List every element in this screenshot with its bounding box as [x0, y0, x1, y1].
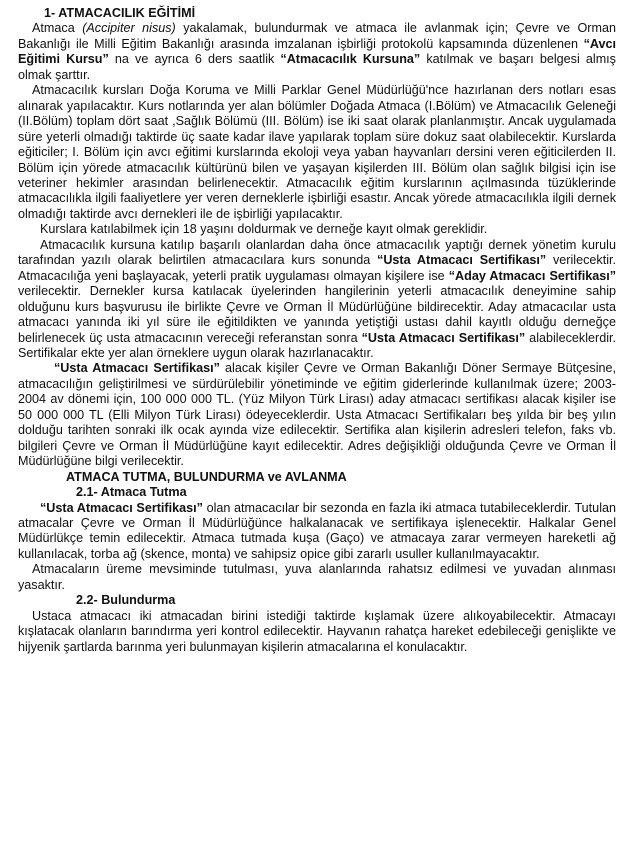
emphasis: “Usta Atmacacı Sertifikası” — [54, 361, 220, 376]
emphasis: “Aday Atmacacı Sertifikası” — [448, 268, 617, 283]
text: olan atmacacılar bir sezonda en fazla iki atmaca tutabileceklerdir. Tutulan atmacalar Çevre ve Orman İl Müdürlüğünce halkalanacak ve sertifikaya işlenecektir. Halkalar Genel Müdürlükçe temin edilecektir. Atmaca tutmada kuşa (Gaço) ve atmacaya zarar vermeyen hareketli ağ kullanılacak, torba ağ (skence, monta) ve sahipsiz opice gibi zararlı usuller kullanılmayacaktır. — [18, 500, 616, 561]
text: Atmaca — [32, 21, 83, 36]
emphasis: “Usta Atmacacı Sertifikası” — [361, 330, 526, 345]
subsection-2-1-paragraph-2: Atmacaların üreme mevsiminde tutulması, yuva alanlarında rahatsız edilmesi ve yuvadan alınması yasaktır. — [18, 562, 616, 592]
section-1-paragraph-3: Kurslara katılabilmek için 18 yaşını doldurmak ve derneğe kayıt olmak gereklidir. — [40, 222, 488, 237]
text: verilecektir. Atmacacılığa yeni başlayacak, yeterli pratik uygulaması olmayan kişilere ise — [18, 253, 616, 283]
subsection-2-1-title: 2.1- Atmaca Tutma — [76, 485, 187, 500]
emphasis: “Usta Atmacacı Sertifikası” — [377, 253, 547, 268]
section-1-paragraph-1 — [18, 21, 616, 83]
text: alabileceklerdir. Sertifikalar ekte yer alan örneklere uygun olarak hazırlanacaktır. — [18, 330, 616, 360]
text: katılmak ve başarı belgesi almış olmak şarttır. — [18, 52, 616, 82]
subsection-2-2-paragraph-1: Ustaca atmacacı iki atmacadan birini istediği taktirde kışlamak üzere alıkoyabilecektir. Atmacayı kışlatacak olanların barındırma yeri kontrol edilecektir. Hayvanın rahatça hareket edebileceği genişlikte ve hijyenik şartlarda barınma yeri bulunmayan kişilerin atmacalarına el konulacaktır. — [18, 608, 616, 654]
section-1-paragraph-4 — [18, 238, 616, 362]
text: verilecektir. Dernekler kursa katılacak üyelerinden hangilerinin yeterli atmacacılık deneyimine sahip olduğunu kurs başvurusu ile birlikte Çevre ve Orman İl Müdürlüğüne bildirecektir. Aday atmacacılar usta atmacacı yanında iki yıl süre ile eğitildikten ve yanında yetiştiği ustası dahil kayıtlı olduğu derneğçe belirlenecek üç usta atmacacının vereceği referanstan sonra — [18, 284, 616, 345]
text: na ve ayrıca 6 ders saatlik — [108, 52, 281, 67]
section-1-paragraph-5 — [18, 361, 616, 469]
section-1-title: 1- ATMACACILIK EĞİTİMİ — [44, 6, 196, 20]
section-2-title: ATMACA TUTMA, BULUNDURMA ve AVLANMA — [66, 469, 347, 484]
emphasis: “Avcı Eğitimi Kursu” — [18, 36, 616, 67]
emphasis: “Atmacacılık Kursuna” — [280, 52, 421, 67]
subsection-2-1-paragraph-1 — [18, 501, 616, 563]
text: Atmacacılık kursuna katılıp başarılı olanlardan daha önce atmacacılık yaptığı dernek yönetim kurulu tarafından yazılı olarak belirtilen atmacacılara kurs sonunda — [18, 237, 616, 268]
text: alacak kişiler Çevre ve Orman Bakanlığı Döner Sermaye Bütçesine, atmacacılığın geliştirilmesi ve sürdürülebilir yönetiminde ve eğitim giderlerinde kullanılmak üzere; 2003-2004 av dönemi için, 100 000 000 TL. (Yüz Milyon Türk Lirası) aday atmacacı sertifikası alacak kişiler ise 50 000 000 TL (Elli Milyon Türk Lirası) ödeyeceklerdir. Usta Atmacacı Sertifikaları beş yılda bir beş yılın dolduğu tarihten sonraki ilk ocak ayında vize edilecektir. Sertifika alan kişilerin adresleri telefon, faks vb. bilgileri Çevre ve Orman İl Müdürlüğüne kayıt edilecektir. Adres değişikliği olduğunda Çevre ve Orman İl Müdürlüğüne bilgi verilecektir. — [18, 361, 616, 469]
emphasis: “Usta Atmacacı Sertifikası” — [40, 500, 203, 515]
section-1-paragraph-2: Atmacacılık kursları Doğa Koruma ve Milli Parklar Genel Müdürlüğü'nce hazırlanan ders notları esas alınarak yapılacaktır. Kurs notlarında yer alan bölümler Doğada Atmaca (I.Bölüm) ve Atmacacılık Geleneği (II.Bölüm) toplam dört saat ,Sağlık Bölümü (III. Bölüm) ise iki saat olarak planlanmıştır. Ancak uygulamada süre yeterli olmadığı taktirde üç saate kadar ilave yapılarak toplam süre dokuz saat olabilecektir. Kurslarda eğiticiler; I. Bölüm için avcı eğitimi kurslarında ekoloji veya yaban hayvanları dersini veren eğiticilerden II. Bölüm için yörede atmacacılık kültürünü bilen ve yaşayan kişilerden III. Bölüm olan sağlık bilgisi için ise veteriner hekimler arasından belirlenecektir. Atmacacılık eğitim kurslarının açılmasında tüzüklerinde atmacacılıkla ilgili faaliyetlere yer veren derneklerle işbirliği esastır. Ancak yörede atmacacılıkla ilgili dernek olmadığı taktirde avcı dernekleri ile de işbirliği yapılacaktır. — [18, 83, 616, 221]
subsection-2-2-title: 2.2- Bulundurma — [76, 593, 176, 608]
text: yakalamak, bulundurmak ve atmaca ile avlanmak için; Çevre ve Orman Bakanlığı ile Milli Eğitim Bakanlığı arasında imzalanan işbirliği protokolü kapsamında düzenlenen — [18, 21, 617, 51]
latin-name: (Accipiter nisus) — [82, 21, 176, 36]
